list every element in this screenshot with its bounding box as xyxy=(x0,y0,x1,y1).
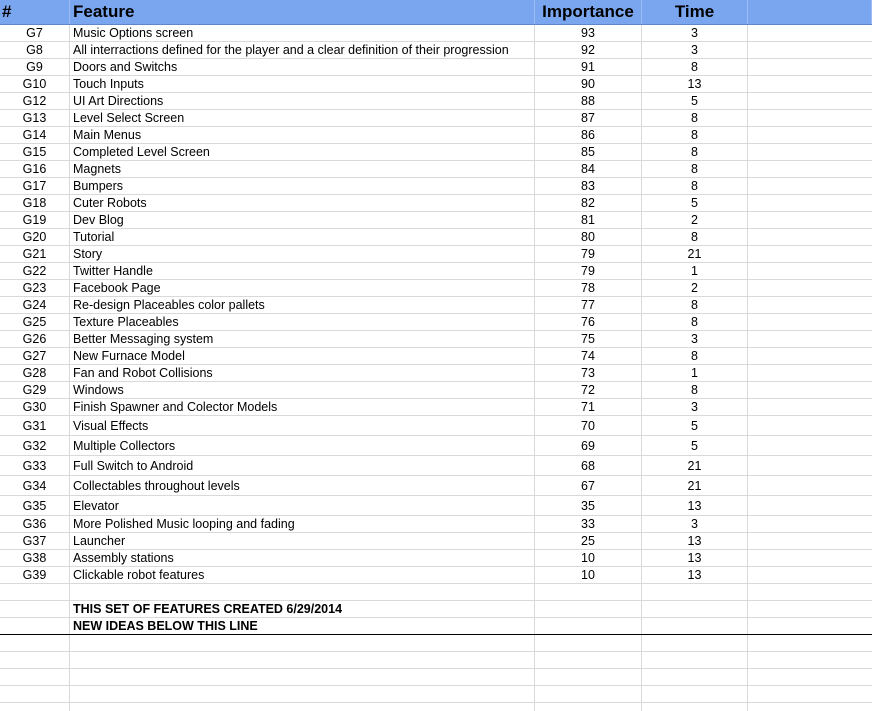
empty-cell[interactable] xyxy=(748,618,872,634)
time-cell[interactable]: 5 xyxy=(642,195,748,211)
table-row xyxy=(0,212,872,229)
importance-cell[interactable]: 72 xyxy=(535,382,642,398)
feature-cell[interactable]: UI Art Directions xyxy=(70,93,535,109)
column-header-time[interactable]: Time xyxy=(642,0,748,24)
empty-cell[interactable] xyxy=(748,436,872,455)
empty-cell[interactable] xyxy=(748,567,872,583)
feature-cell[interactable]: Texture Placeables xyxy=(70,314,535,330)
time-cell[interactable]: 5 xyxy=(642,416,748,435)
importance-cell[interactable]: 67 xyxy=(535,476,642,495)
feature-cell[interactable]: Doors and Switchs xyxy=(70,59,535,75)
feature-cell[interactable]: Completed Level Screen xyxy=(70,144,535,160)
time-cell[interactable]: 3 xyxy=(642,399,748,415)
importance-cell[interactable]: 93 xyxy=(535,25,642,41)
row-id-cell[interactable]: G20 xyxy=(0,229,70,245)
empty-cell[interactable] xyxy=(70,652,535,668)
time-cell[interactable]: 3 xyxy=(642,42,748,58)
row-id-cell[interactable]: G37 xyxy=(0,533,70,549)
time-cell[interactable]: 8 xyxy=(642,314,748,330)
feature-cell[interactable]: Story xyxy=(70,246,535,262)
time-cell[interactable]: 8 xyxy=(642,229,748,245)
importance-cell[interactable]: 25 xyxy=(535,533,642,549)
empty-cell[interactable] xyxy=(642,584,748,600)
empty-cell[interactable] xyxy=(748,550,872,566)
blank-row xyxy=(0,584,872,601)
time-cell[interactable]: 8 xyxy=(642,178,748,194)
table-row xyxy=(0,280,872,297)
empty-cell[interactable] xyxy=(0,686,70,702)
table-row xyxy=(0,263,872,280)
empty-cell[interactable] xyxy=(535,618,642,634)
time-cell[interactable]: 21 xyxy=(642,476,748,495)
time-cell[interactable]: 13 xyxy=(642,567,748,583)
time-cell[interactable]: 3 xyxy=(642,331,748,347)
row-id-cell[interactable]: G24 xyxy=(0,297,70,313)
table-row xyxy=(0,59,872,76)
time-cell[interactable]: 21 xyxy=(642,456,748,475)
time-cell[interactable]: 8 xyxy=(642,59,748,75)
empty-cell[interactable] xyxy=(748,76,872,92)
table-row xyxy=(0,365,872,382)
table-row xyxy=(0,476,872,496)
empty-cell[interactable] xyxy=(748,246,872,262)
empty-cell[interactable] xyxy=(535,669,642,685)
row-id-cell[interactable]: G22 xyxy=(0,263,70,279)
table-row xyxy=(0,195,872,212)
table-row xyxy=(0,127,872,144)
empty-cell[interactable] xyxy=(0,652,70,668)
empty-cell[interactable] xyxy=(70,703,535,711)
feature-cell[interactable]: Fan and Robot Collisions xyxy=(70,365,535,381)
empty-cell[interactable] xyxy=(748,365,872,381)
empty-cell[interactable] xyxy=(642,652,748,668)
row-id-cell[interactable]: G35 xyxy=(0,496,70,515)
table-row xyxy=(0,416,872,436)
column-header-number[interactable]: # xyxy=(0,0,70,24)
importance-cell[interactable]: 92 xyxy=(535,42,642,58)
empty-cell[interactable] xyxy=(748,584,872,600)
feature-cell[interactable]: Visual Effects xyxy=(70,416,535,435)
time-cell[interactable]: 2 xyxy=(642,280,748,296)
table-row xyxy=(0,399,872,416)
empty-cell[interactable] xyxy=(70,635,535,651)
table-row xyxy=(0,436,872,456)
feature-cell[interactable]: Finish Spawner and Colector Models xyxy=(70,399,535,415)
importance-cell[interactable]: 85 xyxy=(535,144,642,160)
empty-cell[interactable] xyxy=(748,399,872,415)
empty-cell[interactable] xyxy=(0,584,70,600)
importance-cell[interactable]: 75 xyxy=(535,331,642,347)
feature-cell[interactable]: More Polished Music looping and fading xyxy=(70,516,535,532)
table-row xyxy=(0,297,872,314)
row-id-cell[interactable]: G38 xyxy=(0,550,70,566)
table-row xyxy=(0,93,872,110)
empty-cell[interactable] xyxy=(748,669,872,685)
empty-row xyxy=(0,669,872,686)
row-id-cell[interactable]: G9 xyxy=(0,59,70,75)
row-id-cell[interactable]: G10 xyxy=(0,76,70,92)
empty-cell[interactable] xyxy=(748,297,872,313)
table-row xyxy=(0,456,872,476)
row-id-cell[interactable]: G15 xyxy=(0,144,70,160)
empty-cell[interactable] xyxy=(748,703,872,711)
time-cell[interactable]: 8 xyxy=(642,127,748,143)
empty-cell[interactable] xyxy=(748,516,872,532)
empty-cell[interactable] xyxy=(748,382,872,398)
empty-cell[interactable] xyxy=(748,25,872,41)
row-id-cell[interactable]: G7 xyxy=(0,25,70,41)
table-row xyxy=(0,229,872,246)
importance-cell[interactable]: 73 xyxy=(535,365,642,381)
importance-cell[interactable]: 88 xyxy=(535,93,642,109)
row-id-cell[interactable]: G29 xyxy=(0,382,70,398)
row-id-cell[interactable]: G12 xyxy=(0,93,70,109)
empty-cell[interactable] xyxy=(748,476,872,495)
importance-cell[interactable]: 83 xyxy=(535,178,642,194)
table-row xyxy=(0,567,872,584)
importance-cell[interactable]: 68 xyxy=(535,456,642,475)
empty-cell[interactable] xyxy=(748,59,872,75)
importance-cell[interactable]: 33 xyxy=(535,516,642,532)
time-cell[interactable]: 21 xyxy=(642,246,748,262)
row-id-cell[interactable]: G18 xyxy=(0,195,70,211)
feature-cell[interactable]: Re-design Placeables color pallets xyxy=(70,297,535,313)
importance-cell[interactable]: 84 xyxy=(535,161,642,177)
importance-cell[interactable]: 91 xyxy=(535,59,642,75)
importance-cell[interactable]: 80 xyxy=(535,229,642,245)
time-cell[interactable]: 13 xyxy=(642,550,748,566)
row-id-cell[interactable]: G14 xyxy=(0,127,70,143)
empty-cell[interactable] xyxy=(748,331,872,347)
feature-cell[interactable]: Better Messaging system xyxy=(70,331,535,347)
column-header-empty[interactable] xyxy=(748,0,872,24)
table-row xyxy=(0,161,872,178)
empty-cell[interactable] xyxy=(748,601,872,617)
empty-cell[interactable] xyxy=(748,127,872,143)
feature-cell[interactable]: Level Select Screen xyxy=(70,110,535,126)
note-row xyxy=(0,618,872,635)
row-id-cell[interactable]: G39 xyxy=(0,567,70,583)
row-id-cell[interactable]: G26 xyxy=(0,331,70,347)
table-row xyxy=(0,42,872,59)
feature-cell[interactable]: Dev Blog xyxy=(70,212,535,228)
empty-row xyxy=(0,703,872,711)
importance-cell[interactable]: 82 xyxy=(535,195,642,211)
row-id-cell[interactable]: G34 xyxy=(0,476,70,495)
empty-cell[interactable] xyxy=(748,416,872,435)
empty-cell[interactable] xyxy=(70,686,535,702)
feature-cell[interactable]: Touch Inputs xyxy=(70,76,535,92)
empty-row xyxy=(0,635,872,652)
empty-cell[interactable] xyxy=(748,533,872,549)
importance-cell[interactable]: 78 xyxy=(535,280,642,296)
empty-cell[interactable] xyxy=(748,456,872,475)
table-row xyxy=(0,314,872,331)
row-id-cell[interactable]: G17 xyxy=(0,178,70,194)
empty-cell[interactable] xyxy=(642,686,748,702)
feature-cell[interactable]: Collectables throughout levels xyxy=(70,476,535,495)
empty-cell[interactable] xyxy=(748,280,872,296)
feature-cell[interactable]: Twitter Handle xyxy=(70,263,535,279)
importance-cell[interactable]: 87 xyxy=(535,110,642,126)
empty-row xyxy=(0,652,872,669)
feature-cell[interactable]: Clickable robot features xyxy=(70,567,535,583)
empty-cell[interactable] xyxy=(642,601,748,617)
time-cell[interactable]: 13 xyxy=(642,76,748,92)
empty-cell[interactable] xyxy=(748,314,872,330)
feature-cell[interactable]: New Furnace Model xyxy=(70,348,535,364)
row-id-cell[interactable]: G33 xyxy=(0,456,70,475)
empty-cell[interactable] xyxy=(535,686,642,702)
empty-cell[interactable] xyxy=(535,601,642,617)
empty-cell[interactable] xyxy=(642,618,748,634)
feature-cell[interactable]: Main Menus xyxy=(70,127,535,143)
row-id-cell[interactable]: G19 xyxy=(0,212,70,228)
time-cell[interactable]: 5 xyxy=(642,436,748,455)
empty-cell[interactable] xyxy=(0,601,70,617)
time-cell[interactable]: 8 xyxy=(642,144,748,160)
table-row xyxy=(0,25,872,42)
feature-cell[interactable]: Music Options screen xyxy=(70,25,535,41)
empty-cell[interactable] xyxy=(535,635,642,651)
empty-cell[interactable] xyxy=(535,652,642,668)
table-row xyxy=(0,110,872,127)
importance-cell[interactable]: 69 xyxy=(535,436,642,455)
row-id-cell[interactable]: G28 xyxy=(0,365,70,381)
empty-cell[interactable] xyxy=(0,669,70,685)
time-cell[interactable]: 5 xyxy=(642,93,748,109)
feature-cell[interactable]: Assembly stations xyxy=(70,550,535,566)
time-cell[interactable]: 8 xyxy=(642,161,748,177)
importance-cell[interactable]: 79 xyxy=(535,246,642,262)
feature-cell[interactable]: Facebook Page xyxy=(70,280,535,296)
empty-cell[interactable] xyxy=(0,635,70,651)
table-row xyxy=(0,496,872,516)
row-id-cell[interactable]: G30 xyxy=(0,399,70,415)
feature-cell[interactable]: Magnets xyxy=(70,161,535,177)
row-id-cell[interactable]: G36 xyxy=(0,516,70,532)
time-cell[interactable]: 8 xyxy=(642,382,748,398)
table-row xyxy=(0,516,872,533)
table-row xyxy=(0,76,872,93)
empty-cell[interactable] xyxy=(70,669,535,685)
table-row xyxy=(0,246,872,263)
empty-cell[interactable] xyxy=(535,703,642,711)
empty-cell[interactable] xyxy=(748,144,872,160)
features-created-note[interactable]: THIS SET OF FEATURES CREATED 6/29/2014 xyxy=(70,601,535,617)
feature-cell[interactable]: Launcher xyxy=(70,533,535,549)
column-header-importance[interactable]: Importance xyxy=(535,0,642,24)
importance-cell[interactable]: 90 xyxy=(535,76,642,92)
column-header-feature[interactable]: Feature xyxy=(70,0,535,24)
importance-cell[interactable]: 10 xyxy=(535,550,642,566)
importance-cell[interactable]: 35 xyxy=(535,496,642,515)
time-cell[interactable]: 8 xyxy=(642,297,748,313)
feature-cell[interactable]: All interractions defined for the player and a clear definition of their progression xyxy=(70,42,535,58)
empty-cell[interactable] xyxy=(748,635,872,651)
empty-cell[interactable] xyxy=(748,348,872,364)
table-row xyxy=(0,144,872,161)
empty-cell[interactable] xyxy=(748,161,872,177)
importance-cell[interactable]: 77 xyxy=(535,297,642,313)
importance-cell[interactable]: 70 xyxy=(535,416,642,435)
importance-cell[interactable]: 10 xyxy=(535,567,642,583)
table-row xyxy=(0,533,872,550)
time-cell[interactable]: 3 xyxy=(642,516,748,532)
empty-cell[interactable] xyxy=(748,195,872,211)
empty-cell[interactable] xyxy=(0,618,70,634)
empty-cell[interactable] xyxy=(642,703,748,711)
empty-cell[interactable] xyxy=(642,635,748,651)
importance-cell[interactable]: 81 xyxy=(535,212,642,228)
time-cell[interactable]: 1 xyxy=(642,365,748,381)
table-row xyxy=(0,178,872,195)
feature-cell[interactable]: Cuter Robots xyxy=(70,195,535,211)
row-id-cell[interactable]: G13 xyxy=(0,110,70,126)
empty-cell[interactable] xyxy=(748,686,872,702)
feature-cell[interactable]: Multiple Collectors xyxy=(70,436,535,455)
importance-cell[interactable]: 71 xyxy=(535,399,642,415)
feature-cell[interactable]: Full Switch to Android xyxy=(70,456,535,475)
feature-cell[interactable]: Tutorial xyxy=(70,229,535,245)
empty-cell[interactable] xyxy=(535,584,642,600)
row-id-cell[interactable]: G25 xyxy=(0,314,70,330)
row-id-cell[interactable]: G8 xyxy=(0,42,70,58)
row-id-cell[interactable]: G31 xyxy=(0,416,70,435)
empty-cell[interactable] xyxy=(748,178,872,194)
time-cell[interactable]: 13 xyxy=(642,496,748,515)
importance-cell[interactable]: 76 xyxy=(535,314,642,330)
empty-row xyxy=(0,686,872,703)
time-cell[interactable]: 3 xyxy=(642,25,748,41)
time-cell[interactable]: 8 xyxy=(642,348,748,364)
empty-cell[interactable] xyxy=(748,93,872,109)
importance-cell[interactable]: 74 xyxy=(535,348,642,364)
table-row xyxy=(0,331,872,348)
row-id-cell[interactable]: G27 xyxy=(0,348,70,364)
empty-cell[interactable] xyxy=(748,263,872,279)
table-row xyxy=(0,382,872,399)
row-id-cell[interactable]: G16 xyxy=(0,161,70,177)
time-cell[interactable]: 13 xyxy=(642,533,748,549)
time-cell[interactable]: 2 xyxy=(642,212,748,228)
empty-cell[interactable] xyxy=(748,212,872,228)
empty-cell[interactable] xyxy=(748,110,872,126)
time-cell[interactable]: 8 xyxy=(642,110,748,126)
importance-cell[interactable]: 79 xyxy=(535,263,642,279)
feature-cell[interactable]: Windows xyxy=(70,382,535,398)
feature-cell[interactable]: Elevator xyxy=(70,496,535,515)
empty-cell[interactable] xyxy=(748,496,872,515)
empty-cell[interactable] xyxy=(70,584,535,600)
importance-cell[interactable]: 86 xyxy=(535,127,642,143)
note-row xyxy=(0,601,872,618)
empty-cell[interactable] xyxy=(0,703,70,711)
feature-cell[interactable]: Bumpers xyxy=(70,178,535,194)
empty-cell[interactable] xyxy=(748,42,872,58)
header-row xyxy=(0,0,872,25)
empty-cell[interactable] xyxy=(748,229,872,245)
time-cell[interactable]: 1 xyxy=(642,263,748,279)
table-row xyxy=(0,348,872,365)
table-row xyxy=(0,550,872,567)
new-ideas-note[interactable]: NEW IDEAS BELOW THIS LINE xyxy=(70,618,535,634)
row-id-cell[interactable]: G21 xyxy=(0,246,70,262)
row-id-cell[interactable]: G23 xyxy=(0,280,70,296)
empty-cell[interactable] xyxy=(748,652,872,668)
row-id-cell[interactable]: G32 xyxy=(0,436,70,455)
empty-cell[interactable] xyxy=(642,669,748,685)
